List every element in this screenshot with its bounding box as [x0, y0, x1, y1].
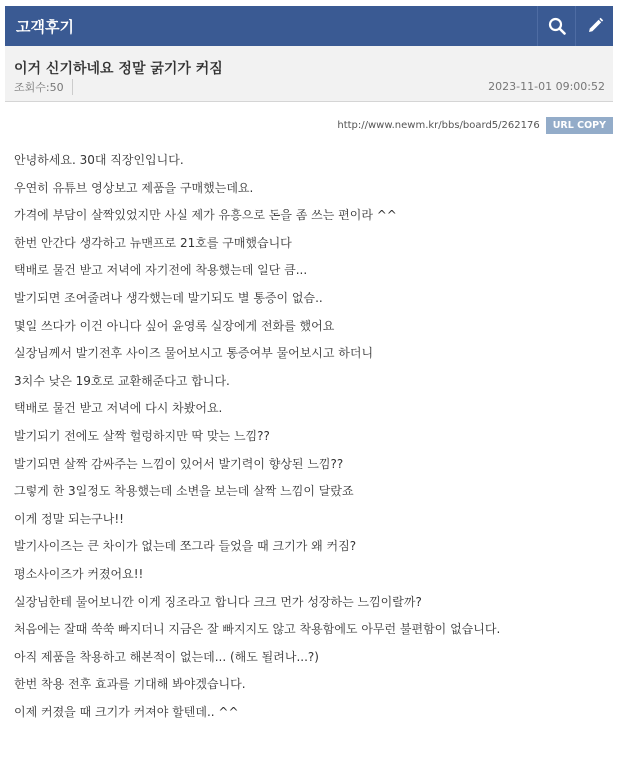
url-row [337, 117, 613, 134]
body-line: 택배로 물건 받고 저녁에 다시 차봤어요. [14, 401, 223, 416]
write-button[interactable] [575, 6, 613, 46]
post-body [14, 150, 609, 729]
body-line: 가격에 부담이 살짝있었지만 사실 제가 유흥으로 돈을 좀 쓰는 편이라 ^^ [14, 208, 397, 223]
body-line: 한번 안간다 생각하고 뉴맨프로 21호를 구매했습니다 [14, 235, 292, 250]
post-date: 2023-11-01 09:00:52 [488, 80, 605, 93]
body-line: 발기되면 살짝 감싸주는 느낌이 있어서 발기력이 향상된 느낌?? [14, 456, 344, 471]
pencil-icon [586, 17, 604, 35]
post-url: http://www.newm.kr/bbs/board5/262176 [337, 120, 540, 131]
body-line: 아직 제품을 착용하고 해본적이 없는데... (해도 될려나...?) [14, 649, 319, 664]
body-line: 이게 정말 되는구나!! [14, 511, 124, 526]
body-line: 몇일 쓰다가 이건 아니다 싶어 윤영록 실장에게 전화를 했어요 [14, 318, 335, 333]
app-header [5, 6, 613, 46]
post-title: 이거 신기하네요 정말 굵기가 커짐 [14, 61, 223, 77]
body-line: 평소사이즈가 커졌어요!! [14, 566, 144, 581]
body-line: 처음에는 잘때 쑥쑥 빠지더니 지금은 잘 빠지지도 않고 착용함에도 아무런 불편함이 없습니다. [14, 622, 501, 637]
board-title: 고객후기 [16, 17, 74, 36]
body-line: 그렇게 한 3일정도 착용했는데 소변을 보는데 살짝 느낌이 달랐죠 [14, 484, 354, 499]
body-line: 한번 착용 전후 효과를 기대해 봐야겠습니다. [14, 677, 246, 692]
url-copy-button[interactable]: URL COPY [546, 117, 613, 134]
search-icon [548, 17, 566, 35]
body-line: 이제 커졌을 때 크기가 커져야 할텐데.. ^^ [14, 704, 239, 719]
body-line: 발기사이즈는 큰 차이가 없는데 쪼그라 들었을 때 크기가 왜 커짐? [14, 539, 357, 554]
body-line: 우연히 유튜브 영상보고 제품을 구매했는데요. [14, 180, 254, 195]
body-line: 발기되면 조여줄려나 생각했는데 발기되도 별 통증이 없슴.. [14, 290, 323, 305]
post-header [5, 46, 613, 102]
search-button[interactable] [537, 6, 575, 46]
view-count: 조회수:50 [14, 79, 73, 95]
body-line: 안녕하세요. 30대 직장인입니다. [14, 153, 184, 167]
body-line: 실장님께서 발기전후 사이즈 물어보시고 통증여부 물어보시고 하더니 [14, 346, 374, 361]
body-line: 발기되기 전에도 살짝 헐렁하지만 딱 맞는 느낌?? [14, 428, 270, 443]
body-line: 실장님한테 물어보니깐 이게 징조라고 합니다 크크 먼가 성장하는 느낌이랄까? [14, 594, 422, 609]
body-line: 3치수 낮은 19호로 교환해준다고 합니다. [14, 373, 230, 388]
body-line: 택배로 물건 받고 저녁에 자기전에 착용했는데 일단 큼... [14, 263, 308, 278]
